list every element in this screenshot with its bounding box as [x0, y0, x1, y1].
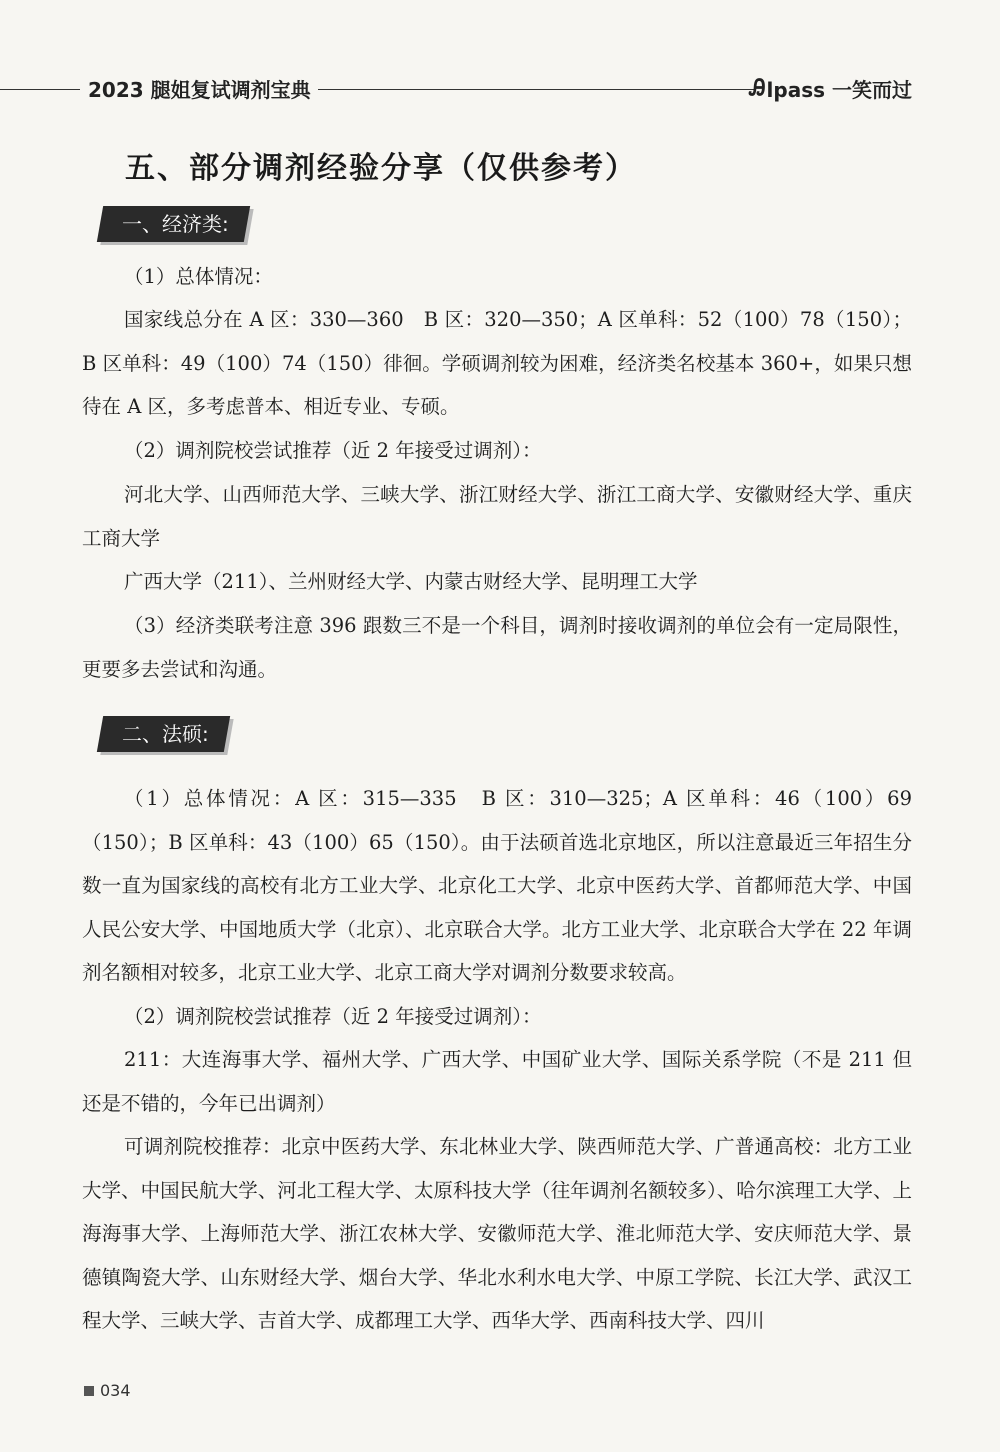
header-rule-middle: [318, 89, 754, 90]
page-title: 五、部分调剂经验分享（仅供参考）: [125, 151, 637, 186]
logo-text: lpass 一笑而过: [766, 78, 912, 102]
paragraph: 可调剂院校推荐：北京中医药大学、东北林业大学、陕西师范大学、广普通高校：北方工业大学、中国民航大学、河北工程大学、太原科技大学（往年调剂名额较多）、哈尔滨理工大学、上海海事大学、上海师范大学、浙江农林大学、安徽师范大学、淮北师范大学、安庆师范大学、景德镇陶瓷大学、山东财经大学、烟台大学、华北水利水电大学、中原工学院、长江大学、武汉工程大学、三峡大学、吉首大学、成都理工大学、西华大学、西南科技大学、四川: [82, 1135, 912, 1332]
paragraph: （2）调剂院校尝试推荐（近 2 年接受过调剂）：: [124, 1005, 542, 1028]
paragraph: （3）经济类联考注意 396 跟数三不是一个科目，调剂时接收调剂的单位会有一定局限性，更要多去尝试和沟通。: [82, 614, 912, 681]
alpass-logo-icon: Ꭿ: [749, 76, 766, 101]
paragraph: 河北大学、山西师范大学、三峡大学、浙江财经大学、浙江工商大学、安徽财经大学、重庆工商大学: [82, 483, 912, 550]
section-tag-economics: 一、经济类:: [97, 206, 250, 242]
square-icon: [84, 1386, 94, 1396]
paragraph: （2）调剂院校尝试推荐（近 2 年接受过调剂）：: [124, 439, 542, 462]
section-tag-law: 二、法硕:: [97, 716, 230, 752]
header-title: 2023 腿姐复试调剂宝典: [88, 78, 311, 102]
paragraph: （1）总体情况：A 区：315—335 B 区：310—325；A 区单科：46（100）69（150）；B 区单科：43（100）65（150）。由于法硕首选北京地区，所以注意最近三年招生分数一直为国家线的高校有北方工业大学、北京化工大学、北京中医药大学、首都师范大学、中国人民公安大学、中国地质大学（北京）、北京联合大学。北方工业大学、北京联合大学在 22 年调剂名额相对较多，北京工业大学、北京工商大学对调剂分数要求较高。: [82, 787, 912, 984]
paragraph: 211：大连海事大学、福州大学、广西大学、中国矿业大学、国际关系学院（不是 211 但还是不错的，今年已出调剂）: [82, 1048, 912, 1115]
page-number: 034: [100, 1381, 131, 1400]
paragraph: 广西大学（211）、兰州财经大学、内蒙古财经大学、昆明理工大学: [124, 570, 698, 593]
header-logo: [750, 74, 912, 103]
page-header: [0, 74, 1000, 104]
header-rule-left: [0, 89, 80, 90]
page-footer: [84, 1381, 131, 1400]
paragraph: （1）总体情况：: [124, 265, 273, 288]
paragraph: 国家线总分在 A 区：330—360 B 区：320—350；A 区单科：52（100）78（150）；B 区单科：49（100）74（150）徘徊。学硕调剂较为困难，经济类名校基本 360+，如果只想待在 A 区，多考虑普本、相近专业、专硕。: [82, 308, 912, 418]
